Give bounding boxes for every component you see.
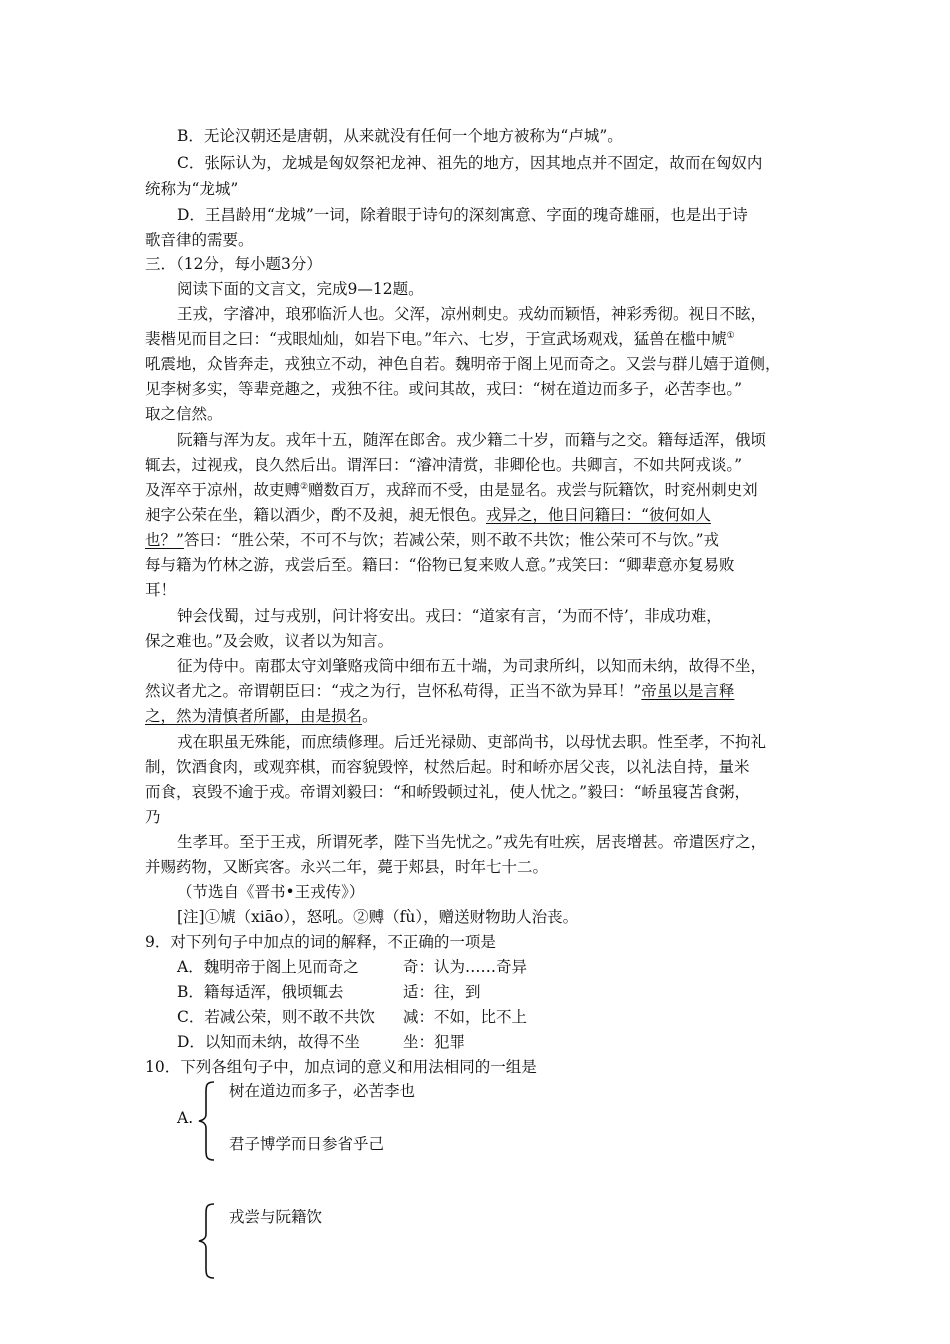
prev-option-b: B．无论汉朝还是唐朝，从来就没有任何一个地方被称为“卢城”。 [177, 127, 623, 145]
section-instruction: 阅读下面的文言文，完成9—12题。 [177, 280, 424, 298]
question-9-option-d: D．以知而未纳，故得不坐 [177, 1033, 360, 1051]
passage-line: 也？”答曰：“胜公荣，不可不与饮；若减公荣，则不敢不共饮；惟公荣可不与饮。”戎 [145, 531, 720, 549]
prev-option-c-line2: 统称为“龙城” [145, 180, 239, 198]
question-9-gloss-c: 减：不如，比不上 [403, 1008, 528, 1026]
passage-line: 取之信然。 [145, 405, 223, 423]
question-9-option-a: A．魏明帝于阁上见而奇之 [177, 958, 359, 976]
section-heading: 三．（12分，每小题3分） [145, 255, 322, 273]
passage-line: 之，然为清慎者所鄙，由是损名。 [145, 707, 378, 725]
underlined-sentence: 之，然为清慎者所鄙，由是损名 [145, 707, 363, 725]
passage-line: 及浑卒于凉州，故吏赙②赠数百万，戎辞而不受，由是显名。戎尝与阮籍饮，时兖州刺史刘 [145, 481, 758, 499]
question-10-a-line1: 树在道边而多子，必苦李也 [229, 1082, 416, 1100]
prev-option-d-line2: 歌音律的需要。 [145, 231, 254, 249]
question-9-gloss-d: 坐：犯罪 [403, 1033, 466, 1051]
question-10-a-label: A. [177, 1109, 194, 1127]
passage-line: 制，饮酒食肉，或观弈棋，而容貌毁悴，杖然后起。时和峤亦居父丧，以礼法自持，量米 [145, 758, 750, 776]
passage-line: 见李树多实，等辈竞趣之，戎独不往。或问其故，戎曰：“树在道边而多子，必苦李也。” [145, 380, 743, 398]
underlined-sentence: 帝虽以是言释 [641, 682, 735, 700]
passage-line: 保之难也。”及会败，议者以为知言。 [145, 632, 394, 650]
question-9-option-b: B．籍每适浑，俄顷辄去 [177, 983, 344, 1001]
question-9-gloss-b: 适：往，到 [403, 983, 481, 1001]
passage-line: 阮籍与浑为友。戎年十五，随浑在郎舍。戎少籍二十岁，而籍与之交。籍每适浑，俄顷 [177, 431, 767, 449]
passage-line: 生孝耳。至于王戎，所谓死孝，陛下当先忧之。”戎先有吐疾，居丧增甚。帝遣医疗之， [177, 833, 767, 851]
passage-line: 并赐药物，又断宾客。永兴二年，薨于郏县，时年七十二。 [145, 858, 549, 876]
passage-line: 辄去，过视戎，良久然后出。谓浑曰：“濬冲清赏，非卿伦也。共卿言，不如共阿戎谈。” [145, 456, 743, 474]
passage-line: 昶字公荣在坐，籍以酒少，酌不及昶，昶无恨色。戎异之，他日问籍曰：“彼何如人 [145, 506, 711, 524]
question-10-stem: 10．下列各组句子中，加点词的意义和用法相同的一组是 [145, 1058, 537, 1076]
passage-line: 征为侍中。南郡太守刘肇赂戎筒中细布五十端，为司隶所纠，以知而未纳，故得不坐， [177, 657, 767, 675]
passage-line: 戎在职虽无殊能，而庶绩修理。后迁光禄勋、吏部尚书，以母忧去职。性至孝，不拘礼 [177, 733, 767, 751]
prev-option-c-line1: C．张际认为，龙城是匈奴祭祀龙神、祖先的地方，因其地点并不固定，故而在匈奴内 [177, 154, 763, 172]
curly-brace-a [196, 1080, 220, 1162]
question-9-stem: 9．对下列句子中加点的词的解释，不正确的一项是 [145, 933, 496, 951]
passage-line: 然议者尤之。帝谓朝臣曰：“戎之为行，岂怀私苟得，正当不欲为异耳！”帝虽以是言释 [145, 682, 735, 700]
passage-source: （节选自《晋书•王戎传》） [177, 883, 365, 901]
question-10-a-line2: 君子博学而日参省乎己 [229, 1135, 385, 1153]
passage-line: 乃 [145, 808, 161, 826]
passage-notes: [注]①虓（xiāo），怒吼。②赙（fù），赠送财物助人治丧。 [177, 908, 579, 926]
question-9-option-c: C．若减公荣，则不敢不共饮 [177, 1008, 375, 1026]
passage-line: 吼震地，众皆奔走，戎独立不动，神色自若。魏明帝于阁上见而奇之。又尝与群儿嬉于道侧， [145, 355, 781, 373]
footnote-marker: ① [726, 330, 735, 341]
curly-brace-b [196, 1202, 220, 1280]
passage-line: 裴楷见而目之曰：“戎眼灿灿，如岩下电。”年六、七岁，于宣武场观戏，猛兽在槛中虓① [145, 330, 735, 348]
question-10-b-line1: 戎尝与阮籍饮 [229, 1208, 323, 1226]
passage-line: 王戎，字濬冲，琅邪临沂人也。父浑，凉州刺史。戎幼而颖悟，神彩秀彻。视日不眩， [177, 305, 767, 323]
passage-line: 而食，哀毁不逾于戎。帝谓刘毅曰：“和峤毁顿过礼，使人忧之。”毅曰：“峤虽寝苫食粥， [145, 783, 751, 801]
underlined-sentence: 戎异之，他日问籍曰：“彼何如人 [486, 506, 711, 524]
underlined-sentence: 也？” [145, 531, 184, 549]
passage-line: 每与籍为竹林之游，戎尝后至。籍曰：“俗物已复来败人意。”戎笑曰：“卿辈意亦复易败 [145, 556, 735, 574]
prev-option-d-line1: D．王昌龄用“龙城”一词，除着眼于诗句的深刻寓意、字面的瑰奇雄丽，也是出于诗 [177, 206, 748, 224]
footnote-marker: ② [300, 481, 309, 492]
passage-line: 钟会伐蜀，过与戎别，问计将安出。戎曰：“道家有言，‘为而不恃’，非成功难， [177, 607, 722, 625]
question-9-gloss-a: 奇：认为……奇异 [403, 958, 528, 976]
passage-line: 耳！ [145, 581, 177, 599]
